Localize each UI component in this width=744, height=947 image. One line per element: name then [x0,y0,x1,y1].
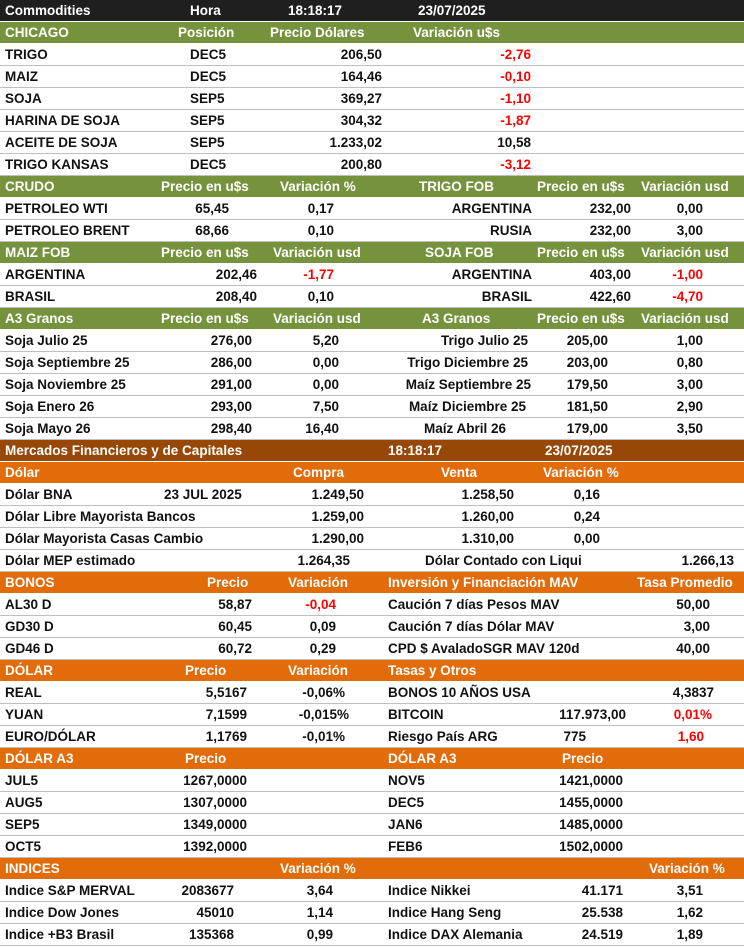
cell-var: -1,77 [303,267,334,282]
cell-var: -1,00 [672,267,703,282]
cell-var: 7,50 [312,399,339,414]
header-cell: DÓLAR A3 [5,751,74,766]
table-row [0,418,744,440]
cell-price: 208,40 [215,289,257,304]
cell-var: -3,12 [500,157,531,172]
cell-name: Indice Hang Seng [388,905,502,920]
cell-name: FEB6 [388,839,423,854]
header-cell: Tasas y Otros [388,663,477,678]
cell-var: 1,62 [676,905,703,920]
cell-var: -0,01% [302,729,345,744]
header-cell: Variación % [649,861,725,876]
cell-pos: SEP5 [190,113,225,128]
cell-price: 1485,0000 [559,817,623,832]
cell-pos: DEC5 [190,47,227,62]
table-row [0,286,744,308]
cell-name: Caución 7 días Dólar MAV [388,619,555,634]
chicago-header [0,22,744,44]
cell-var: 1,14 [306,905,333,920]
cell-value: 45010 [196,905,234,920]
table-row [0,330,744,352]
header-cell: Precio en u$s [161,245,249,260]
table-row [0,506,744,528]
cell-var: 0,10 [307,289,334,304]
header-cell: Inversión y Financiación MAV [388,575,579,590]
cell-name: Indice +B3 Brasil [5,927,115,942]
dolar-header [0,462,744,484]
cell-name: RUSIA [489,223,532,238]
cell-price: 65,45 [195,201,229,216]
cell-name: REAL [5,685,42,700]
cell-price: 291,00 [210,377,252,392]
table-row [0,88,744,110]
cell-var: -1,10 [500,91,531,106]
table-row [0,396,744,418]
table-row [0,616,744,638]
cell-price: 232,00 [589,223,631,238]
header-cell: Variación % [280,861,356,876]
table-row [0,704,744,726]
ccl-value: 1.266,13 [681,553,734,568]
cell-a: 775 [563,729,586,744]
mercados-date: 23/07/2025 [545,443,613,458]
cell-var: 0,00 [312,377,339,392]
header-cell: Posición [178,25,235,40]
cell-b: 4,3837 [672,685,714,700]
cell-sell: 1.310,00 [461,531,514,546]
cell-price: 206,50 [340,47,382,62]
table-row [0,682,744,704]
table-row [0,528,744,550]
header-cell: Tasa Promedio [637,575,733,590]
cell-name: Soja Enero 26 [5,399,95,414]
cell-var: -0,10 [500,69,531,84]
header-cell: Precio en u$s [161,311,249,326]
table-row [0,924,744,946]
cell-var: 16,40 [305,421,339,436]
cell-name: SOJA [5,91,42,106]
cell-name: Maíz Diciembre 25 [408,399,526,414]
cell-var: 3,64 [306,883,333,898]
cell-price: 298,40 [210,421,252,436]
cell-name: Soja Septiembre 25 [5,355,130,370]
cell-name: Trigo Julio 25 [440,333,528,348]
header-cell: Compra [293,465,345,480]
table-row [0,792,744,814]
cell-var: -0,06% [302,685,345,700]
cell-b: 1,60 [677,729,704,744]
cell-price: 304,32 [340,113,382,128]
table-row [0,220,744,242]
cell-price: 1349,0000 [183,817,247,832]
cell-var: 3,50 [676,421,703,436]
cell-pos: SEP5 [190,135,225,150]
header-cell: Precio en u$s [537,179,625,194]
cell-price: 58,87 [218,597,252,612]
cell-name: Soja Mayo 26 [5,421,91,436]
header-cell: Precio [185,663,227,678]
table-row [0,726,744,748]
cell-name: ARGENTINA [451,201,532,216]
cell-price: 60,45 [218,619,252,634]
mep-label: Dólar MEP estimado [5,553,136,568]
cell-price: 232,00 [589,201,631,216]
cell-name: Soja Noviembre 25 [5,377,126,392]
cell-sell: 1.260,00 [461,509,514,524]
cell-pos: SEP5 [190,91,225,106]
cell-name: JUL5 [5,773,39,788]
ccl-label: Dólar Contado con Liqui [425,553,582,568]
cell-var: 0,29 [309,641,336,656]
header-cell: A3 Granos [422,311,491,326]
cell-name: PETROLEO WTI [5,201,108,216]
cell-name: AL30 D [5,597,52,612]
cell-a: 117.973,00 [559,707,626,722]
cell-name: Indice Nikkei [388,883,471,898]
header-cell: Precio en u$s [161,179,249,194]
cell-var: 3,00 [676,223,703,238]
cell-name: ACEITE DE SOJA [5,135,118,150]
cell-var: -1,87 [500,113,531,128]
header-cell: BONOS [5,575,55,590]
cell-name: Riesgo País ARG [388,729,498,744]
cell-price: 369,27 [340,91,382,106]
cell-name: CPD $ AvaladoSGR MAV 120d [388,641,580,656]
cell-var: -4,70 [672,289,703,304]
header-cell: Variación usd [641,179,729,194]
header-cell: Variación usd [273,311,361,326]
header-cell: DÓLAR [5,663,53,678]
header-cell: CRUDO [5,179,55,194]
cell-var: 10,58 [497,135,531,150]
header-cell: Variación usd [641,245,729,260]
cell-name: HARINA DE SOJA [5,113,121,128]
mercados-time: 18:18:17 [388,443,443,458]
header-cell: Variación usd [273,245,361,260]
cell-name: EURO/DÓLAR [5,729,96,744]
cell-price: 422,60 [589,289,631,304]
cell-value: 24.519 [581,927,623,942]
cell-price: 181,50 [566,399,608,414]
hora-label: Hora [190,3,221,18]
cell-name: Indice DAX Alemania [388,927,523,942]
indices-header [0,858,744,880]
bonos-mav-header [0,572,744,594]
cell-var: 2,90 [676,399,703,414]
table-row [0,44,744,66]
cell-rate: 40,00 [676,641,710,656]
cell-name: YUAN [5,707,44,722]
cell-name: Maíz Septiembre 25 [405,377,531,392]
header-cell: SOJA FOB [425,245,494,260]
cell-price: 203,00 [566,355,608,370]
cell-name: MAIZ [5,69,38,84]
maiz-soja-fob-header [0,242,744,264]
cell-price: 286,00 [210,355,252,370]
cell-var: 0,00 [676,201,703,216]
header-cell: Precio Dólares [270,25,365,40]
cell-price: 5,5167 [205,685,247,700]
table-row [0,638,744,660]
cell-pos: DEC5 [190,157,227,172]
table-row [0,814,744,836]
header-cell: Dólar [5,465,40,480]
table-row [0,264,744,286]
cell-var: 0,00 [573,531,600,546]
table-row [0,594,744,616]
cell-name: GD46 D [5,641,54,656]
cell-name: DEC5 [388,795,425,810]
cell-name: ARGENTINA [5,267,86,282]
crudo-trigo-header [0,176,744,198]
cell-price: 179,50 [566,377,608,392]
table-row [0,198,744,220]
cell-name: BRASIL [5,289,56,304]
cell-price: 1267,0000 [183,773,247,788]
cell-name: Maíz Abril 26 [423,421,506,436]
cell-price: 202,46 [215,267,257,282]
cell-var: 0,80 [676,355,703,370]
cell-var: 0,99 [306,927,333,942]
cell-var: 0,17 [307,201,334,216]
dolar-tasas-header [0,660,744,682]
a3-granos-header [0,308,744,330]
table-row [0,770,744,792]
cell-price: 1.233,02 [329,135,382,150]
cell-price: 276,00 [210,333,252,348]
cell-name: Dólar BNA [5,487,73,502]
cell-name: Indice S&P MERVAL [5,883,135,898]
cell-name: ARGENTINA [451,267,532,282]
header-cell: Variación u$s [413,25,501,40]
cell-var: 0,09 [309,619,336,634]
cell-var: -0,04 [305,597,336,612]
time: 18:18:17 [288,3,343,18]
cell-price: 293,00 [210,399,252,414]
header-cell: Venta [441,465,478,480]
title-row [0,0,744,22]
cell-name: SEP5 [5,817,40,832]
cell-name: Trigo Diciembre 25 [407,355,528,370]
cell-name: NOV5 [388,773,425,788]
cell-var: 1,89 [676,927,703,942]
header-cell: TRIGO FOB [419,179,494,194]
table-row [0,836,744,858]
cell-name: PETROLEO BRENT [5,223,130,238]
mercados-header [0,440,744,462]
cell-var: 0,00 [312,355,339,370]
cell-price: 68,66 [195,223,229,238]
mercados-title: Mercados Financieros y de Capitales [5,443,243,458]
table-row [0,154,744,176]
cell-name: TRIGO KANSAS [5,157,109,172]
cell-price: 1502,0000 [559,839,623,854]
cell-var: -0,015% [298,707,349,722]
cell-name: AUG5 [5,795,43,810]
cell-name: Dólar Mayorista Casas Cambio [5,531,204,546]
cell-price: 1421,0000 [559,773,623,788]
cell-name: BITCOIN [388,707,444,722]
cell-value: 135368 [188,927,234,942]
header-cell: Variación usd [641,311,729,326]
header-cell: Precio [562,751,604,766]
cell-price: 403,00 [589,267,631,282]
cell-price: 1,1769 [205,729,247,744]
cell-rate: 3,00 [683,619,710,634]
sheet-title: Commodities [5,3,91,18]
dolar-a3-header [0,748,744,770]
header-cell: A3 Granos [5,311,74,326]
header-cell: INDICES [5,861,60,876]
header-cell: Variación % [280,179,356,194]
table-row [0,352,744,374]
table-row [0,484,744,506]
cell-name: OCT5 [5,839,42,854]
cell-sell: 1.258,50 [461,487,514,502]
cell-value: 2083677 [181,883,234,898]
cell-name: JAN6 [388,817,423,832]
cell-date: 23 JUL 2025 [164,487,242,502]
cell-b: 0,01% [673,707,712,722]
cell-var: 0,16 [573,487,600,502]
cell-var: 3,51 [676,883,703,898]
header-cell: Variación [288,575,349,590]
cell-buy: 1.249,50 [311,487,364,502]
cell-price: 1307,0000 [183,795,247,810]
header-cell: Variación % [543,465,619,480]
cell-value: 25.538 [581,905,623,920]
cell-var: 0,24 [573,509,600,524]
header-cell: MAIZ FOB [5,245,71,260]
cell-rate: 50,00 [676,597,710,612]
header-cell: Variación [288,663,349,678]
cell-name: Indice Dow Jones [5,905,120,920]
table-row [0,110,744,132]
cell-value: 41.171 [581,883,623,898]
cell-price: 205,00 [566,333,608,348]
cell-price: 7,1599 [205,707,247,722]
table-row [0,374,744,396]
cell-name: Caución 7 días Pesos MAV [388,597,560,612]
table-row [0,66,744,88]
cell-var: 5,20 [312,333,339,348]
date: 23/07/2025 [418,3,486,18]
cell-name: BRASIL [481,289,532,304]
cell-price: 164,46 [340,69,382,84]
header-cell: Precio en u$s [537,311,625,326]
cell-name: BONOS 10 AÑOS USA [388,685,531,700]
mep-value: 1.264,35 [297,553,350,568]
cell-var: 1,00 [676,333,703,348]
header-cell: Precio en u$s [537,245,625,260]
cell-name: TRIGO [5,47,48,62]
cell-name: Soja Julio 25 [5,333,88,348]
cell-name: Dólar Libre Mayorista Bancos [5,509,196,524]
header-cell: Precio [207,575,249,590]
cell-price: 60,72 [218,641,252,656]
cell-buy: 1.290,00 [311,531,364,546]
cell-pos: DEC5 [190,69,227,84]
cell-var: -2,76 [500,47,531,62]
table-row [0,880,744,902]
cell-price: 200,80 [340,157,382,172]
cell-var: 3,00 [676,377,703,392]
header-cell: CHICAGO [5,25,69,40]
table-row [0,902,744,924]
cell-price: 1455,0000 [559,795,623,810]
table-row [0,550,744,572]
header-cell: Precio [185,751,227,766]
table-row [0,132,744,154]
cell-var: 0,10 [307,223,334,238]
cell-price: 1392,0000 [183,839,247,854]
cell-price: 179,00 [566,421,608,436]
header-cell: DÓLAR A3 [388,751,457,766]
cell-name: GD30 D [5,619,54,634]
cell-buy: 1.259,00 [311,509,364,524]
